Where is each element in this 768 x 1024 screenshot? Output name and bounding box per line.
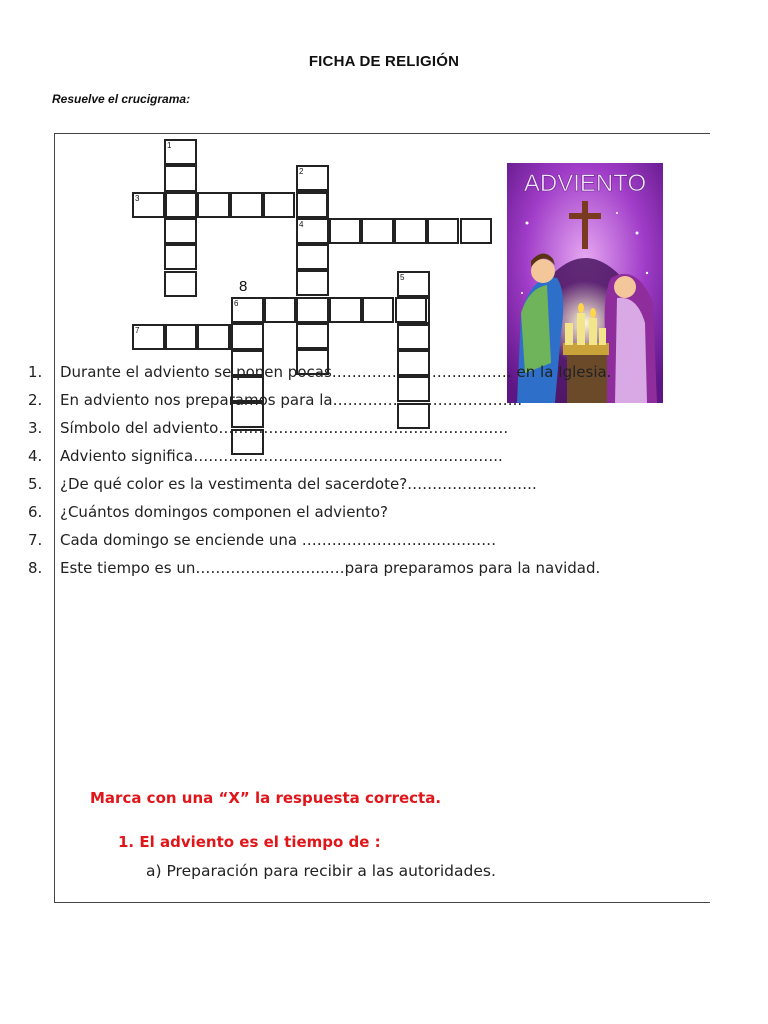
clue-item-number: 4. <box>28 447 43 465</box>
crossword-cell[interactable] <box>296 165 329 191</box>
clue-item-text: Durante el adviento se ponen pocas……………………………… en la Iglesia. <box>60 363 612 381</box>
clue-item-text: Este tiempo es un……………………...…para preparamos para la navidad. <box>60 559 601 577</box>
clue-item <box>28 386 648 414</box>
crossword-cell[interactable] <box>397 271 430 297</box>
crossword-cell[interactable] <box>361 218 394 244</box>
cover-title: ADVIENTO <box>523 170 647 197</box>
crossword-cell[interactable] <box>397 324 430 350</box>
clue-item-number: 1. <box>28 363 43 381</box>
clue-item <box>28 498 648 526</box>
clue-item-text: ¿De qué color es la vestimenta del sacerdote?…………………….. <box>60 475 537 493</box>
clue-list <box>28 358 648 582</box>
option-a: a) Preparación para recibir a las autoridades. <box>146 862 496 880</box>
clue-number-8: 8 <box>239 278 248 295</box>
crossword-cell[interactable] <box>164 165 197 191</box>
crossword-cell[interactable] <box>296 297 329 323</box>
crossword-cell[interactable] <box>164 271 197 297</box>
crossword-cell[interactable] <box>264 297 297 323</box>
clue-item-text: Cada domingo se enciende una ……………………...………… <box>60 531 497 549</box>
clue-item-number: 5. <box>28 475 43 493</box>
clue-item-number: 2. <box>28 391 43 409</box>
clue-item <box>28 470 648 498</box>
crossword-cell[interactable] <box>362 297 395 323</box>
crossword-cell[interactable] <box>296 244 329 270</box>
clue-number-5: 5 <box>400 273 405 282</box>
clue-item-text: En adviento nos preparamos para la……………………………….. <box>60 391 523 409</box>
section-instruction: Marca con una “X” la respuesta correcta. <box>90 789 442 807</box>
clue-item-number: 8. <box>28 559 43 577</box>
page-title: FICHA DE RELIGIÓN <box>308 53 460 70</box>
clue-item-number: 6. <box>28 503 43 521</box>
clue-item <box>28 442 648 470</box>
clue-number-2: 2 <box>299 167 304 176</box>
clue-number-3: 3 <box>135 194 140 203</box>
crossword-cell[interactable] <box>164 139 197 165</box>
clue-number-1: 1 <box>167 141 172 150</box>
clue-item-text: Adviento significa…………………………………………………….. <box>60 447 503 465</box>
crossword-cell[interactable] <box>460 218 493 244</box>
crossword-cell[interactable] <box>231 323 264 349</box>
clue-item <box>28 414 648 442</box>
clue-item <box>28 526 648 554</box>
crossword-cell[interactable] <box>165 192 198 218</box>
clue-item-number: 7. <box>28 531 43 549</box>
crossword-cell[interactable] <box>231 297 264 323</box>
crossword-cell[interactable] <box>132 192 165 218</box>
instruction-subtitle: Resuelve el crucigrama: <box>52 92 191 106</box>
crossword-cell[interactable] <box>197 192 230 218</box>
crossword-cell[interactable] <box>263 192 296 218</box>
crossword-cell[interactable] <box>296 218 329 244</box>
crossword-cell[interactable] <box>427 218 460 244</box>
question-1: 1. El adviento es el tiempo de : <box>118 833 381 851</box>
crossword-cell[interactable] <box>296 323 329 349</box>
crossword-cell[interactable] <box>329 218 362 244</box>
crossword-cell[interactable] <box>329 297 362 323</box>
clue-number-7: 7 <box>135 326 140 335</box>
clue-item-text: ¿Cuántos domingos componen el adviento? <box>60 503 388 521</box>
crossword-cell[interactable] <box>230 192 263 218</box>
clue-item-number: 3. <box>28 419 43 437</box>
crossword-cell[interactable] <box>164 218 197 244</box>
clue-number-6: 6 <box>234 299 239 308</box>
clue-item-text: Símbolo del adviento…………………………………………………. <box>60 419 509 437</box>
crossword-cell[interactable] <box>296 270 329 296</box>
clue-item <box>28 358 648 386</box>
crossword-cell[interactable] <box>165 324 198 350</box>
crossword-cell[interactable] <box>296 192 329 218</box>
crossword-cell[interactable] <box>132 324 165 350</box>
clue-item <box>28 554 648 582</box>
clue-number-4: 4 <box>299 220 304 229</box>
crossword-cell[interactable] <box>197 324 230 350</box>
crossword-cell[interactable] <box>395 297 428 323</box>
crossword-cell[interactable] <box>394 218 427 244</box>
crossword-cell[interactable] <box>164 244 197 270</box>
